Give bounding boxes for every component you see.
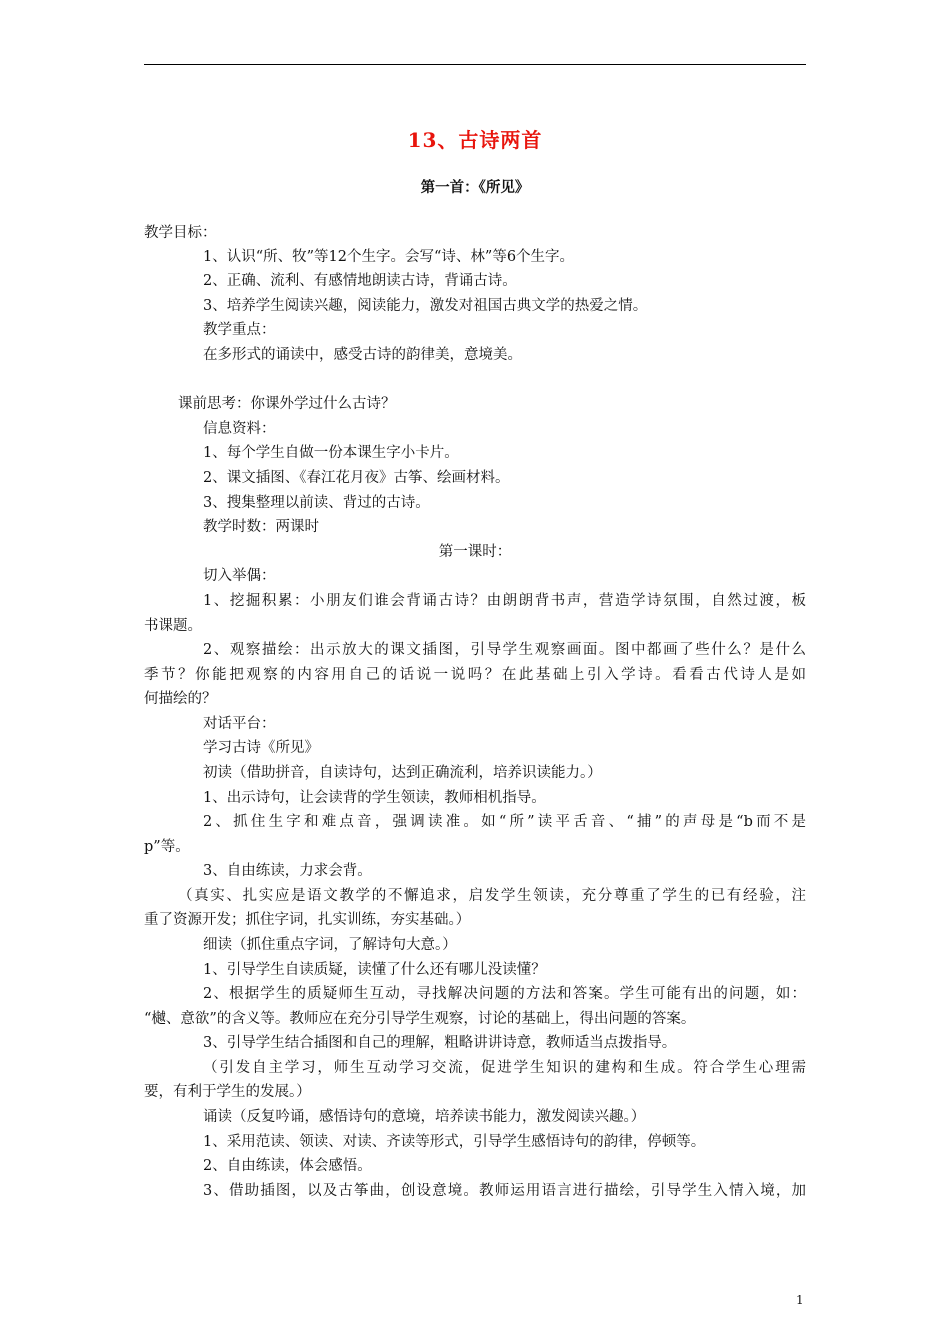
lesson-heading: 第一课时：	[438, 544, 512, 560]
text-line: 教学时数：两课时	[203, 519, 319, 535]
text-line: 重了资源开发；抓住字词，扎实训练，夯实基础。）	[144, 912, 471, 928]
text-line: 切入举偶：	[203, 568, 276, 584]
text-line: 诵读（反复吟诵，感悟诗句的意境，培养读书能力，激发阅读兴趣。）	[203, 1109, 646, 1125]
text-line: 3、培养学生阅读兴趣，阅读能力，激发对祖国古典文学的热爱之情。	[203, 298, 648, 314]
text-line: 1、认识“所、牧”等12个生字。会写“诗、林”等6个生字。	[203, 249, 575, 265]
text-line: 2、观察描绘：出示放大的课文插图，引导学生观察画面。图中都画了些什么？是什么	[203, 642, 806, 658]
page-number: 1	[796, 1293, 804, 1307]
text-line: 细读（抓住重点字词，了解诗句大意。）	[203, 937, 457, 953]
text-line: 3、搜集整理以前读、背过的古诗。	[203, 495, 430, 511]
text-line: 1、采用范读、领读、对读、齐读等形式，引导学生感悟诗句的韵律，停顿等。	[203, 1134, 706, 1150]
text-line: 在多形式的诵读中，感受古诗的韵律美，意境美。	[203, 347, 522, 363]
text-line: 3、自由练读，力求会背。	[203, 863, 372, 879]
text-line: 对话平台：	[203, 716, 276, 732]
text-line: p”等。	[144, 839, 190, 855]
text-line: 1、出示诗句，让会读背的学生领读，教师相机指导。	[203, 790, 546, 806]
text-line: 2、根据学生的质疑师生互动，寻找解决问题的方法和答案。学生可能有出的问题，如：	[203, 986, 806, 1002]
section-subtitle: 第一首：《所见》	[420, 179, 530, 196]
text-line: 2、正确、流利、有感情地朗读古诗，背诵古诗。	[203, 273, 517, 289]
text-line: 要，有利于学生的发展。）	[144, 1084, 311, 1100]
document-title: 13、古诗两首	[407, 128, 543, 152]
text-line: 课前思考：你课外学过什么古诗？	[178, 396, 396, 412]
text-line: 初读（借助拼音，自读诗句，达到正确流利，培养识读能力。）	[203, 765, 602, 781]
text-line: （真实、扎实应是语文教学的不懈追求，启发学生领读，充分尊重了学生的已有经验，注	[178, 888, 806, 904]
text-line: 1、每个学生自做一份本课生字小卡片。	[203, 445, 459, 461]
text-line: 2、抓住生字和难点音，强调读准。如“所”读平舌音、“捕”的声母是“b而不是	[203, 814, 806, 830]
header-rule	[144, 64, 806, 65]
text-line: 2、自由练读，体会感悟。	[203, 1158, 372, 1174]
text-line: 1、挖掘积累：小朋友们谁会背诵古诗？由朗朗背书声，营造学诗氛围，自然过渡，板	[203, 593, 806, 609]
text-line: （引发自主学习，师生互动学习交流，促进学生知识的建构和生成。符合学生心理需	[203, 1060, 806, 1076]
text-line: 教学重点：	[203, 322, 276, 338]
text-line: 教学目标：	[144, 225, 217, 241]
text-line: 学习古诗《所见》	[203, 740, 319, 756]
text-line: “樾、意欲”的含义等。教师应在充分引导学生观察，讨论的基础上，得出问题的答案。	[144, 1011, 696, 1027]
text-line: 信息资料：	[203, 421, 276, 437]
text-line: 季节？你能把观察的内容用自己的话说一说吗？在此基础上引入学诗。看看古代诗人是如	[144, 667, 806, 683]
text-line: 2、课文插图、《春江花月夜》古筝、绘画材料。	[203, 470, 510, 486]
text-line: 3、借助插图，以及古筝曲，创设意境。教师运用语言进行描绘，引导学生入情入境，加	[203, 1183, 806, 1199]
text-line: 1、引导学生自读质疑，读懂了什么还有哪儿没读懂？	[203, 962, 546, 978]
text-line: 3、引导学生结合插图和自己的理解，粗略讲讲诗意，教师适当点拨指导。	[203, 1035, 677, 1051]
text-line: 书课题。	[144, 618, 202, 634]
text-line: 何描绘的？	[144, 691, 217, 707]
